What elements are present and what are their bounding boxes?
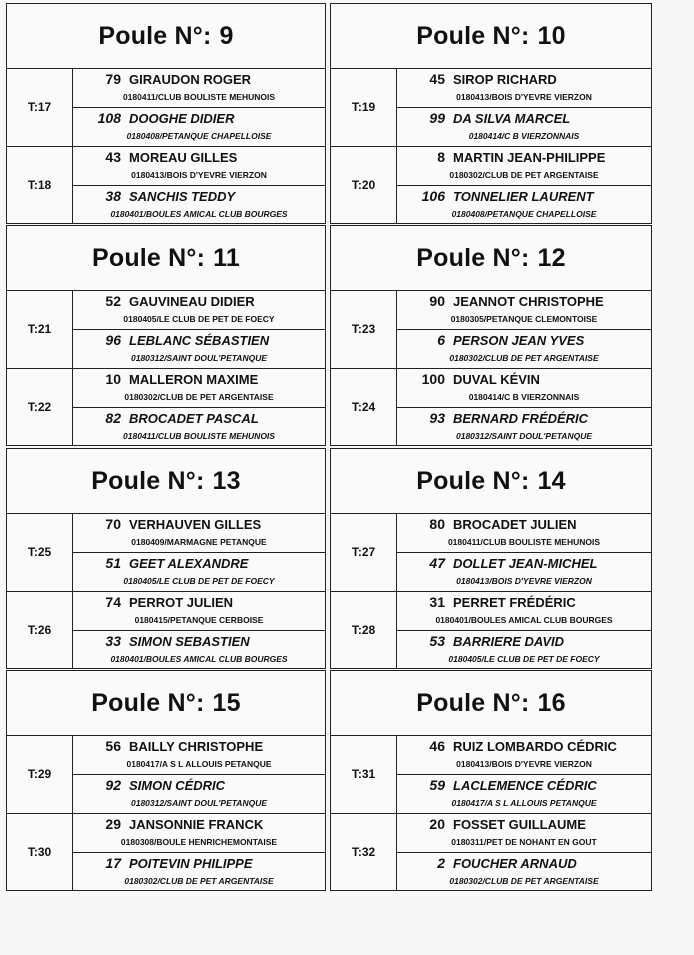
team-number: 45 <box>429 71 445 87</box>
match-row <box>331 68 651 147</box>
player-name: DOOGHE DIDIER <box>129 111 235 126</box>
team-number: 29 <box>105 816 121 832</box>
team-entry <box>73 852 325 891</box>
team-entry <box>73 774 325 813</box>
match-row <box>331 513 651 592</box>
poule-box <box>6 670 326 891</box>
match-row <box>331 368 651 446</box>
team-entry <box>397 774 651 813</box>
table-number: T:26 <box>7 591 73 669</box>
player-name: MOREAU GILLES <box>129 150 238 165</box>
team-number: 17 <box>105 855 121 871</box>
team-number: 38 <box>105 188 121 204</box>
player-name: PERROT JULIEN <box>129 595 234 610</box>
club-name: 0180312/SAINT DOUL'PETANQUE <box>130 353 267 363</box>
player-name: DUVAL KÉVIN <box>453 372 540 387</box>
poule-box <box>330 3 652 224</box>
team-number: 93 <box>429 410 445 426</box>
match-row <box>7 368 325 446</box>
poule-box <box>330 225 652 446</box>
team-number: 8 <box>437 149 445 165</box>
team-number: 70 <box>105 516 121 532</box>
poule-title-label: Poule N°: <box>98 21 212 50</box>
poule-title-label: Poule N°: <box>416 466 530 495</box>
club-name: 0180401/BOULES AMICAL CLUB BOURGES <box>110 654 288 664</box>
match-row <box>7 813 325 891</box>
player-name: LACLEMENCE CÉDRIC <box>453 778 597 793</box>
table-number: T:18 <box>7 146 73 224</box>
match-row <box>7 513 325 592</box>
club-name: 0180413/BOIS D'YEVRE VIERZON <box>456 92 592 102</box>
poule-title <box>331 226 651 291</box>
poule-title-label: Poule N°: <box>91 688 205 717</box>
player-name: MARTIN JEAN-PHILIPPE <box>453 150 606 165</box>
poule-title-number: 10 <box>537 21 566 50</box>
team-entry <box>397 368 651 408</box>
table-number: T:29 <box>7 735 73 813</box>
player-name: PERRET FRÉDÉRIC <box>453 595 576 610</box>
player-name: BROCADET JULIEN <box>453 517 577 532</box>
match-row <box>331 813 651 891</box>
team-entry <box>73 107 325 146</box>
team-number: 108 <box>97 110 121 126</box>
poule-box <box>330 448 652 669</box>
player-name: BAILLY CHRISTOPHE <box>129 739 264 754</box>
team-number: 6 <box>437 332 445 348</box>
poule-title-number: 11 <box>213 243 241 272</box>
team-number: 51 <box>105 555 121 571</box>
player-name: POITEVIN PHILIPPE <box>129 856 253 871</box>
club-name: 0180401/BOULES AMICAL CLUB BOURGES <box>435 615 613 625</box>
player-name: SANCHIS TEDDY <box>129 189 236 204</box>
club-name: 0180308/BOULE HENRICHEMONTAISE <box>120 837 278 847</box>
club-name: 0180302/CLUB DE PET ARGENTAISE <box>449 876 599 886</box>
player-name: GIRAUDON ROGER <box>129 72 252 87</box>
poule-title <box>331 671 651 736</box>
team-number: 31 <box>429 594 445 610</box>
player-name: FOUCHER ARNAUD <box>453 856 577 871</box>
team-entry <box>397 68 651 108</box>
club-name: 0180414/C B VIERZONNAIS <box>468 131 580 141</box>
player-name: MALLERON MAXIME <box>129 372 259 387</box>
poule-title-label: Poule N°: <box>91 243 206 272</box>
player-name: RUIZ LOMBARDO CÉDRIC <box>453 739 617 754</box>
club-name: 0180405/LE CLUB DE PET DE FOECY <box>448 654 600 664</box>
table-number: T:32 <box>331 813 397 891</box>
team-entry <box>73 513 325 553</box>
player-name: GEET ALEXANDRE <box>129 556 249 571</box>
poule-title-number: 13 <box>212 466 241 495</box>
team-number: 99 <box>429 110 445 126</box>
team-number: 92 <box>105 777 121 793</box>
poule-title-number: 15 <box>212 688 241 717</box>
poule-title-label: Poule N°: <box>416 243 530 272</box>
team-number: 56 <box>105 738 121 754</box>
team-number: 79 <box>105 71 121 87</box>
club-name: 0180302/CLUB DE PET ARGENTAISE <box>124 876 274 886</box>
team-entry <box>397 552 651 591</box>
poule-title-label: Poule N°: <box>416 688 530 717</box>
club-name: 0180411/CLUB BOULISTE MEHUNOIS <box>122 92 276 102</box>
team-number: 100 <box>421 371 445 387</box>
match-row <box>331 290 651 369</box>
poule-title-label: Poule N°: <box>416 21 530 50</box>
club-name: 0180413/BOIS D'YEVRE VIERZON <box>456 576 592 586</box>
player-name: SIMON CÉDRIC <box>129 778 226 793</box>
team-number: 2 <box>437 855 445 871</box>
poule-title <box>331 4 651 69</box>
poule-title <box>7 226 325 291</box>
poule-title <box>7 449 325 514</box>
team-number: 47 <box>429 555 445 571</box>
table-number: T:28 <box>331 591 397 669</box>
club-name: 0180312/SAINT DOUL'PETANQUE <box>455 431 592 441</box>
team-entry <box>73 552 325 591</box>
team-number: 59 <box>429 777 445 793</box>
club-name: 0180302/CLUB DE PET ARGENTAISE <box>449 353 599 363</box>
team-entry <box>73 290 325 330</box>
team-entry <box>73 68 325 108</box>
club-name: 0180413/BOIS D'YEVRE VIERZON <box>131 170 267 180</box>
team-number: 106 <box>421 188 445 204</box>
club-name: 0180305/PETANQUE CLEMONTOISE <box>450 314 598 324</box>
club-name: 0180302/CLUB DE PET ARGENTAISE <box>124 392 274 402</box>
team-number: 33 <box>105 633 121 649</box>
player-name: DA SILVA MARCEL <box>453 111 571 126</box>
team-number: 80 <box>429 516 445 532</box>
poule-box <box>6 3 326 224</box>
team-entry <box>397 407 651 446</box>
club-name: 0180408/PETANQUE CHAPELLOISE <box>451 209 597 219</box>
match-row <box>7 290 325 369</box>
team-number: 43 <box>105 149 121 165</box>
poule-title-number: 14 <box>537 466 566 495</box>
team-entry <box>397 329 651 368</box>
club-name: 0180405/LE CLUB DE PET DE FOECY <box>123 576 275 586</box>
poule-title-number: 16 <box>537 688 566 717</box>
club-name: 0180417/A S L ALLOUIS PETANQUE <box>451 798 597 808</box>
table-number: T:22 <box>7 368 73 446</box>
table-number: T:20 <box>331 146 397 224</box>
poule-title-number: 12 <box>537 243 566 272</box>
club-name: 0180311/PET DE NOHANT EN GOUT <box>451 837 597 847</box>
team-entry <box>73 185 325 224</box>
club-name: 0180302/CLUB DE PET ARGENTAISE <box>449 170 599 180</box>
club-name: 0180417/A S L ALLOUIS PETANQUE <box>126 759 272 769</box>
team-number: 46 <box>429 738 445 754</box>
team-number: 52 <box>105 293 121 309</box>
table-number: T:31 <box>331 735 397 813</box>
player-name: GAUVINEAU DIDIER <box>129 294 255 309</box>
player-name: VERHAUVEN GILLES <box>129 517 262 532</box>
player-name: TONNELIER LAURENT <box>453 189 594 204</box>
club-name: 0180312/SAINT DOUL'PETANQUE <box>130 798 267 808</box>
poule-title <box>7 4 325 69</box>
table-number: T:17 <box>7 68 73 146</box>
table-number: T:30 <box>7 813 73 891</box>
team-entry <box>397 735 651 775</box>
team-entry <box>397 146 651 186</box>
table-number: T:27 <box>331 513 397 591</box>
match-row <box>7 68 325 147</box>
table-number: T:19 <box>331 68 397 146</box>
team-entry <box>73 735 325 775</box>
club-name: 0180411/CLUB BOULISTE MEHUNOIS <box>447 537 601 547</box>
club-name: 0180415/PETANQUE CERBOISE <box>134 615 264 625</box>
player-name: DOLLET JEAN-MICHEL <box>453 556 598 571</box>
match-row <box>331 735 651 814</box>
player-name: PERSON JEAN YVES <box>453 333 585 348</box>
team-entry <box>73 146 325 186</box>
player-name: BROCADET PASCAL <box>129 411 259 426</box>
team-number: 20 <box>429 816 445 832</box>
team-number: 10 <box>105 371 121 387</box>
poule-box <box>330 670 652 891</box>
team-entry <box>397 185 651 224</box>
player-name: SIMON SEBASTIEN <box>129 634 250 649</box>
team-entry <box>73 407 325 446</box>
table-number: T:25 <box>7 513 73 591</box>
poule-title <box>331 449 651 514</box>
team-number: 90 <box>429 293 445 309</box>
table-number: T:23 <box>331 290 397 368</box>
team-number: 74 <box>105 594 121 610</box>
team-entry <box>397 591 651 631</box>
poule-title <box>7 671 325 736</box>
player-name: BARRIERE DAVID <box>453 634 564 649</box>
club-name: 0180408/PETANQUE CHAPELLOISE <box>126 131 272 141</box>
club-name: 0180411/CLUB BOULISTE MEHUNOIS <box>123 431 275 441</box>
player-name: FOSSET GUILLAUME <box>453 817 586 832</box>
match-row <box>7 591 325 669</box>
team-entry <box>397 513 651 553</box>
match-row <box>331 591 651 669</box>
team-entry <box>73 368 325 408</box>
team-entry <box>73 591 325 631</box>
poule-box <box>6 448 326 669</box>
match-row <box>7 146 325 224</box>
team-entry <box>397 852 651 891</box>
team-number: 53 <box>429 633 445 649</box>
player-name: JANSONNIE FRANCK <box>129 817 264 832</box>
team-number: 82 <box>105 410 121 426</box>
team-entry <box>73 329 325 368</box>
poule-title-number: 9 <box>219 21 234 50</box>
poule-title-label: Poule N°: <box>91 466 205 495</box>
player-name: LEBLANC SÉBASTIEN <box>129 333 270 348</box>
team-entry <box>73 813 325 853</box>
club-name: 0180414/C B VIERZONNAIS <box>468 392 580 402</box>
team-entry <box>397 290 651 330</box>
team-number: 96 <box>105 332 121 348</box>
player-name: SIROP RICHARD <box>453 72 557 87</box>
poule-box <box>6 225 326 446</box>
match-row <box>7 735 325 814</box>
team-entry <box>397 630 651 669</box>
club-name: 0180409/MARMAGNE PETANQUE <box>131 537 267 547</box>
match-row <box>331 146 651 224</box>
team-entry <box>397 813 651 853</box>
team-entry <box>73 630 325 669</box>
table-number: T:21 <box>7 290 73 368</box>
player-name: BERNARD FRÉDÉRIC <box>453 411 589 426</box>
club-name: 0180413/BOIS D'YEVRE VIERZON <box>456 759 592 769</box>
team-entry <box>397 107 651 146</box>
table-number: T:24 <box>331 368 397 446</box>
club-name: 0180401/BOULES AMICAL CLUB BOURGES <box>110 209 288 219</box>
player-name: JEANNOT CHRISTOPHE <box>453 294 604 309</box>
club-name: 0180405/LE CLUB DE PET DE FOECY <box>123 314 275 324</box>
